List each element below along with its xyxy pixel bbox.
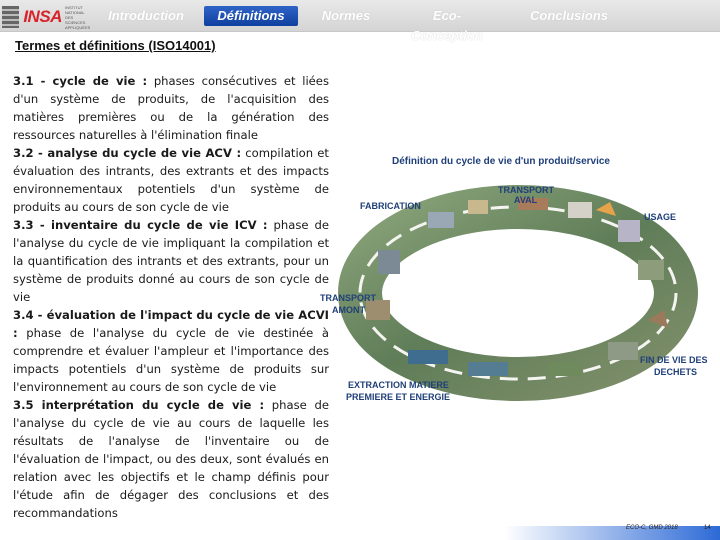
definition-text: phase de l'analyse du cycle de vie impliquant la compilation et la quantification des intrants et des extrants, pour un système de produits donné au cours de son cycle de vie xyxy=(13,218,329,304)
tab-eco-conception[interactable]: Eco-Conception xyxy=(411,8,483,43)
definition-text: compilation et évaluation des intrants, des extrants et des impacts environnementaux potentiels d'un système de produits au cours de son cycle de vie xyxy=(13,146,329,214)
definition-term: 3.2 - analyse du cycle de vie ACV : xyxy=(13,146,242,160)
tab-definitions[interactable]: Définitions xyxy=(204,6,298,26)
life-cycle-diagram xyxy=(318,150,720,420)
definition-item xyxy=(13,216,329,306)
definition-text: phases consécutives et liées d'un système de produits, de l'acquisition des matières premières ou de la génération des ressources naturelles à l'élimination finale xyxy=(13,74,329,142)
label-transport-aval-1: TRANSPORT xyxy=(498,185,554,195)
top-navigation-bar xyxy=(0,0,720,43)
footer-bar xyxy=(0,526,720,540)
label-fin-de-vie-2: DECHETS xyxy=(654,367,698,377)
label-transport-amont-2: AMONT xyxy=(332,305,365,315)
logo-text: INSA xyxy=(23,7,62,26)
section-heading: Termes et définitions (ISO14001) xyxy=(15,38,216,53)
label-extraction-2: PREMIERE ET ENERGIE xyxy=(346,392,451,402)
definitions-list xyxy=(13,72,329,522)
label-fabrication: FABRICATION xyxy=(360,201,421,211)
footer-note: ECO-C, GMD 2018 xyxy=(626,525,678,531)
definition-term: 3.3 - inventaire du cycle de vie ICV : xyxy=(13,218,268,232)
tab-introduction[interactable]: Introduction xyxy=(108,8,184,23)
definition-text: phase de l'analyse du cycle de vie destinée à comprendre et évaluer l'ampleur et l'importance des impacts potentiels d'un système de produits sur l'environnement au cours de son cycle de vie xyxy=(13,326,329,394)
definition-term: 3.5 interprétation du cycle de vie : xyxy=(13,398,265,412)
label-usage: USAGE xyxy=(644,212,677,222)
tab-conclusions[interactable]: Conclusions xyxy=(529,8,608,23)
definition-term: 3.4 - évaluation de l'impact du cycle de vie ACVI : xyxy=(13,308,329,340)
definition-item xyxy=(13,72,329,144)
page-number: 14 xyxy=(704,525,711,531)
definition-item xyxy=(13,144,329,216)
definition-item xyxy=(13,396,329,522)
tab-normes[interactable]: Normes xyxy=(321,8,371,23)
definition-item xyxy=(13,306,329,396)
label-fin-de-vie-1: FIN DE VIE DES xyxy=(640,355,708,365)
label-transport-amont-1: TRANSPORT xyxy=(320,293,376,303)
logo-mark-icon xyxy=(2,6,19,28)
definition-text: phase de l'analyse du cycle de vie au cours de laquelle les résultats de l'analyse de l'inventaire ou de l'évaluation de l'impact, ou des deux, sont évalués en relation avec les objectifs et le champ définis pour l'étude afin de dégager des conclusions et des recommandations xyxy=(13,398,329,520)
insa-logo xyxy=(0,3,90,31)
label-transport-aval-2: AVAL xyxy=(514,195,538,205)
definition-term: 3.1 - cycle de vie : xyxy=(13,74,148,88)
diagram-title: Définition du cycle de vie d'un produit/service xyxy=(392,156,610,167)
label-extraction-1: EXTRACTION MATIERE xyxy=(348,380,449,390)
logo-subtitle: INSTITUT NATIONAL DES SCIENCES APPLIQUÉES xyxy=(64,4,90,30)
